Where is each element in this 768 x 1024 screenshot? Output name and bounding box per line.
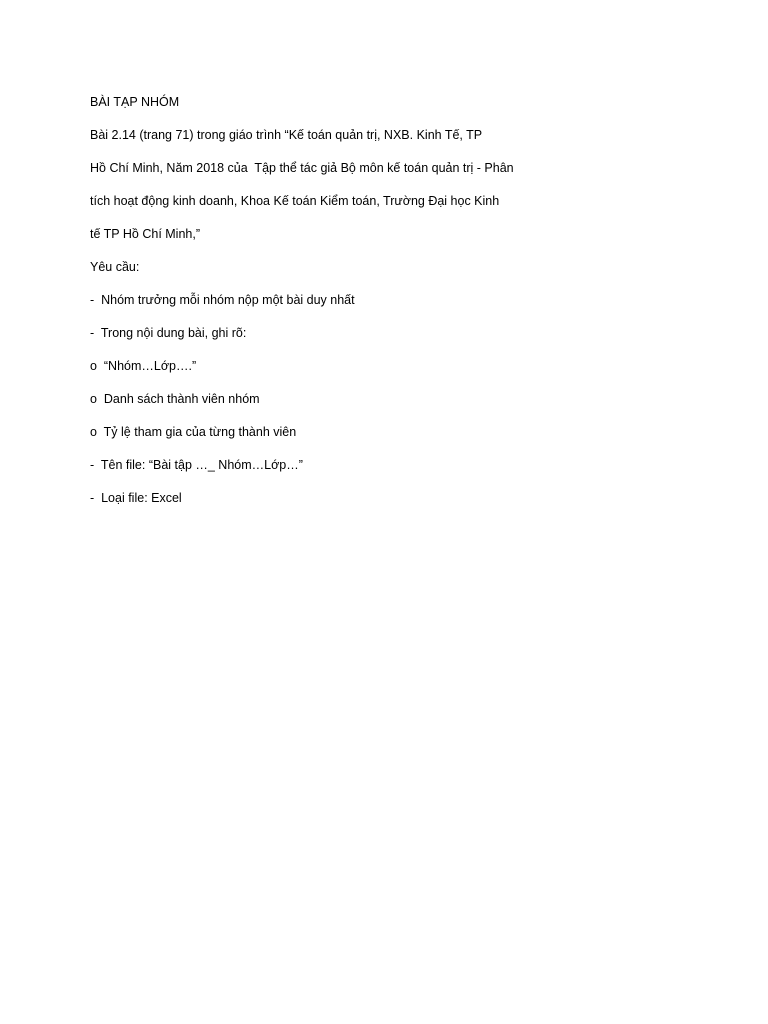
requirements-heading: Yêu cầu: <box>90 260 140 274</box>
paragraph-line: Bài 2.14 (trang 71) trong giáo trình “Kế toán quản trị, NXB. Kinh Tế, TP <box>90 128 483 142</box>
list-item: - Trong nội dung bài, ghi rõ: <box>90 326 247 340</box>
sub-list-item: o Tỷ lệ tham gia của từng thành viên <box>90 425 297 439</box>
sub-list-item: o “Nhóm…Lớp….” <box>90 359 197 373</box>
paragraph-line: Hồ Chí Minh, Năm 2018 của Tập thể tác giả Bộ môn kế toán quản trị - Phân <box>90 161 514 175</box>
document-title: BÀI TẠP NHÓM <box>90 95 180 109</box>
paragraph-line: tế TP Hồ Chí Minh,” <box>90 227 200 241</box>
sub-list-item: o Danh sách thành viên nhóm <box>90 392 260 406</box>
list-item: - Tên file: “Bài tập …_ Nhóm…Lớp…” <box>90 458 303 472</box>
list-item: - Nhóm trưởng mỗi nhóm nộp một bài duy nhất <box>90 293 355 307</box>
list-item: - Loại file: Excel <box>90 491 182 505</box>
document-body <box>90 91 530 520</box>
paragraph-line: tích hoạt động kinh doanh, Khoa Kế toán Kiểm toán, Trường Đại học Kinh <box>90 194 500 208</box>
